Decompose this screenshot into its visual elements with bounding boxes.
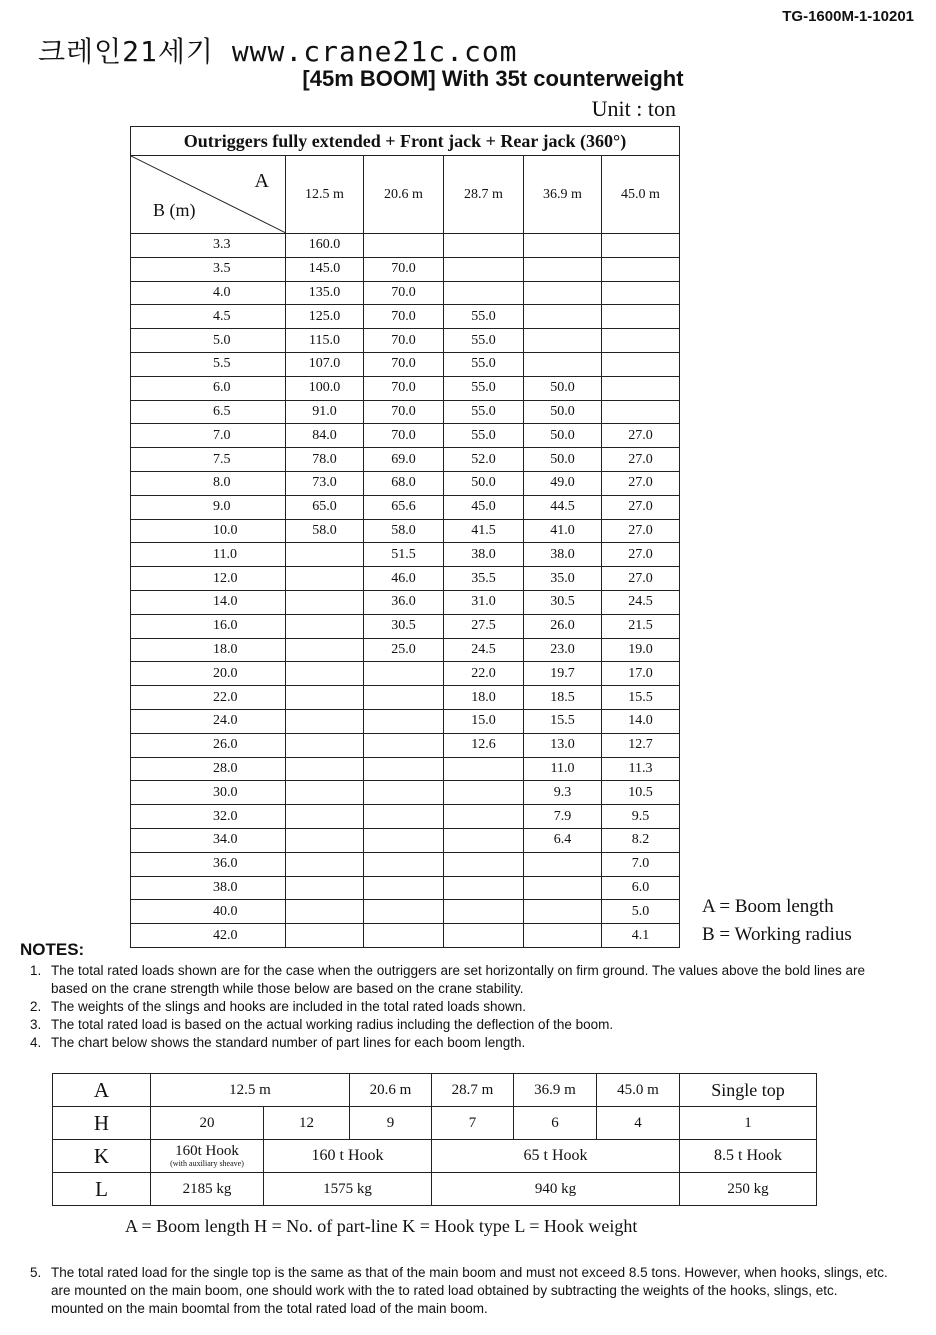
parts-cell: 940 kg	[432, 1173, 680, 1206]
rated-load-cell: 27.0	[602, 519, 680, 543]
working-radius-cell: 20.0	[131, 662, 286, 686]
corner-label-b: B (m)	[153, 200, 196, 220]
rated-load-cell: 41.5	[444, 519, 524, 543]
rated-load-cell: 27.0	[602, 495, 680, 519]
rated-load-cell	[444, 257, 524, 281]
parts-cell-hook-160-aux	[151, 1140, 264, 1173]
rated-load-cell: 55.0	[444, 305, 524, 329]
working-radius-cell: 26.0	[131, 733, 286, 757]
load-chart-row	[131, 805, 680, 829]
rated-load-cell: 7.9	[524, 805, 602, 829]
rated-load-cell: 70.0	[364, 281, 444, 305]
rated-load-cell	[602, 400, 680, 424]
rated-load-cell	[524, 876, 602, 900]
rated-load-cell: 11.3	[602, 757, 680, 781]
corner-diagonal-line	[131, 156, 286, 233]
working-radius-cell: 34.0	[131, 828, 286, 852]
rated-load-cell: 50.0	[524, 424, 602, 448]
rated-load-cell	[286, 662, 364, 686]
rated-load-cell: 15.5	[524, 709, 602, 733]
rated-load-cell	[364, 662, 444, 686]
note-item	[30, 1264, 890, 1318]
rated-load-cell	[286, 805, 364, 829]
rated-load-cell	[444, 281, 524, 305]
rated-load-cell: 107.0	[286, 352, 364, 376]
parts-row-hook-type	[53, 1140, 817, 1173]
parts-cell: 7	[432, 1107, 514, 1140]
rated-load-cell: 9.5	[602, 805, 680, 829]
working-radius-cell: 3.5	[131, 257, 286, 281]
rated-load-cell	[286, 614, 364, 638]
load-chart-row	[131, 852, 680, 876]
parts-cell: 6	[514, 1107, 597, 1140]
rated-load-cell: 125.0	[286, 305, 364, 329]
load-chart-row	[131, 733, 680, 757]
rated-load-cell: 7.0	[602, 852, 680, 876]
working-radius-cell: 38.0	[131, 876, 286, 900]
rated-load-cell	[524, 329, 602, 353]
rated-load-cell: 4.1	[602, 924, 680, 948]
rated-load-cell: 70.0	[364, 329, 444, 353]
rated-load-cell: 78.0	[286, 448, 364, 472]
rated-load-cell: 15.0	[444, 709, 524, 733]
rated-load-cell: 11.0	[524, 757, 602, 781]
rated-load-cell: 6.4	[524, 828, 602, 852]
working-radius-cell: 18.0	[131, 638, 286, 662]
working-radius-cell: 22.0	[131, 686, 286, 710]
load-chart-row	[131, 876, 680, 900]
rated-load-cell: 41.0	[524, 519, 602, 543]
rated-load-cell	[524, 852, 602, 876]
rated-load-cell	[602, 352, 680, 376]
rated-load-cell: 69.0	[364, 448, 444, 472]
note-item	[30, 1034, 890, 1052]
working-radius-cell: 8.0	[131, 471, 286, 495]
rated-load-cell	[286, 686, 364, 710]
rated-load-cell	[602, 234, 680, 258]
hook-160-label: 160t Hook	[175, 1143, 239, 1159]
rated-load-cell: 115.0	[286, 329, 364, 353]
working-radius-cell: 6.0	[131, 376, 286, 400]
rated-load-cell: 21.5	[602, 614, 680, 638]
rated-load-cell: 22.0	[444, 662, 524, 686]
rated-load-cell: 12.6	[444, 733, 524, 757]
load-chart-row	[131, 400, 680, 424]
rated-load-cell: 26.0	[524, 614, 602, 638]
working-radius-cell: 5.5	[131, 352, 286, 376]
rated-load-cell	[444, 234, 524, 258]
parts-cell: 250 kg	[680, 1173, 817, 1206]
load-chart-row	[131, 329, 680, 353]
rated-load-cell: 65.0	[286, 495, 364, 519]
working-radius-cell: 4.5	[131, 305, 286, 329]
rated-load-cell: 135.0	[286, 281, 364, 305]
rated-load-cell: 55.0	[444, 329, 524, 353]
note-text: The chart below shows the standard number of part lines for each boom length.	[51, 1035, 526, 1050]
load-chart-row	[131, 376, 680, 400]
load-chart-row	[131, 519, 680, 543]
rated-load-cell	[286, 757, 364, 781]
legend-boom-length: A = Boom length	[702, 896, 834, 917]
rated-load-cell	[364, 900, 444, 924]
rated-load-cell: 36.0	[364, 590, 444, 614]
rated-load-cell	[444, 757, 524, 781]
rated-load-cell	[602, 257, 680, 281]
rated-load-cell: 70.0	[364, 424, 444, 448]
parts-cell: 12	[264, 1107, 350, 1140]
load-chart-row	[131, 281, 680, 305]
parts-cell: Single top	[680, 1074, 817, 1107]
load-chart-row	[131, 257, 680, 281]
parts-cell: 28.7 m	[432, 1074, 514, 1107]
rated-load-cell	[524, 924, 602, 948]
note-number: 2.	[30, 999, 42, 1014]
rated-load-cell: 27.0	[602, 448, 680, 472]
rated-load-cell: 25.0	[364, 638, 444, 662]
rated-load-cell	[524, 352, 602, 376]
working-radius-cell: 36.0	[131, 852, 286, 876]
load-chart-row	[131, 900, 680, 924]
load-chart-body	[131, 234, 680, 948]
note-item	[30, 1016, 890, 1034]
boom-length-header: 20.6 m	[364, 156, 444, 234]
rated-load-cell: 9.3	[524, 781, 602, 805]
working-radius-cell: 28.0	[131, 757, 286, 781]
load-chart-row	[131, 757, 680, 781]
parts-key-h: H	[53, 1107, 151, 1140]
rated-load-cell: 68.0	[364, 471, 444, 495]
parts-row-boom-length	[53, 1074, 817, 1107]
parts-cell: 20.6 m	[350, 1074, 432, 1107]
rated-load-cell: 50.0	[524, 400, 602, 424]
working-radius-cell: 12.0	[131, 567, 286, 591]
rated-load-cell: 31.0	[444, 590, 524, 614]
rated-load-cell: 19.7	[524, 662, 602, 686]
load-chart-row	[131, 352, 680, 376]
note-number: 3.	[30, 1017, 42, 1032]
working-radius-cell: 14.0	[131, 590, 286, 614]
rated-load-cell: 145.0	[286, 257, 364, 281]
rated-load-cell	[602, 329, 680, 353]
rated-load-cell	[444, 828, 524, 852]
working-radius-cell: 42.0	[131, 924, 286, 948]
rated-load-cell: 55.0	[444, 376, 524, 400]
rated-load-cell: 70.0	[364, 376, 444, 400]
rated-load-cell	[444, 805, 524, 829]
parts-key-a: A	[53, 1074, 151, 1107]
load-chart-row	[131, 614, 680, 638]
rated-load-cell: 50.0	[524, 448, 602, 472]
rated-load-cell	[364, 852, 444, 876]
parts-cell: 9	[350, 1107, 432, 1140]
note-text: The weights of the slings and hooks are included in the total rated loads shown.	[51, 999, 527, 1014]
rated-load-cell	[364, 733, 444, 757]
rated-load-cell	[524, 234, 602, 258]
rated-load-cell	[286, 590, 364, 614]
load-chart-row	[131, 638, 680, 662]
rated-load-cell: 45.0	[444, 495, 524, 519]
rated-load-cell: 6.0	[602, 876, 680, 900]
rated-load-cell: 84.0	[286, 424, 364, 448]
note-item	[30, 962, 890, 998]
boom-length-header: 28.7 m	[444, 156, 524, 234]
rated-load-cell: 13.0	[524, 733, 602, 757]
working-radius-cell: 30.0	[131, 781, 286, 805]
rated-load-cell: 27.0	[602, 567, 680, 591]
working-radius-cell: 6.5	[131, 400, 286, 424]
load-chart-row	[131, 471, 680, 495]
rated-load-cell	[364, 805, 444, 829]
parts-cell: 8.5 t Hook	[680, 1140, 817, 1173]
working-radius-cell: 9.0	[131, 495, 286, 519]
rated-load-cell: 18.0	[444, 686, 524, 710]
parts-legend: A = Boom length H = No. of part-line K = Hook type L = Hook weight	[125, 1216, 638, 1236]
rated-load-cell: 27.0	[602, 543, 680, 567]
rated-load-cell	[364, 781, 444, 805]
rated-load-cell	[286, 567, 364, 591]
notes-heading: NOTES:	[20, 940, 85, 959]
rated-load-cell: 58.0	[286, 519, 364, 543]
working-radius-cell: 16.0	[131, 614, 286, 638]
rated-load-cell	[602, 376, 680, 400]
parts-cell: 12.5 m	[151, 1074, 350, 1107]
rated-load-cell: 38.0	[444, 543, 524, 567]
parts-cell: 1	[680, 1107, 817, 1140]
hook-160-sublabel: (with auxiliary sheave)	[170, 1159, 244, 1168]
rated-load-cell	[286, 876, 364, 900]
load-chart-row	[131, 686, 680, 710]
rated-load-cell: 12.7	[602, 733, 680, 757]
rated-load-cell: 55.0	[444, 424, 524, 448]
working-radius-cell: 10.0	[131, 519, 286, 543]
rated-load-cell	[602, 281, 680, 305]
load-chart-row	[131, 781, 680, 805]
rated-load-cell	[286, 543, 364, 567]
working-radius-cell: 7.0	[131, 424, 286, 448]
part-lines-table	[52, 1073, 817, 1206]
rated-load-cell: 55.0	[444, 352, 524, 376]
rated-load-cell: 100.0	[286, 376, 364, 400]
rated-load-cell	[364, 828, 444, 852]
rated-load-cell: 27.0	[602, 424, 680, 448]
rated-load-cell: 55.0	[444, 400, 524, 424]
rated-load-cell: 24.5	[444, 638, 524, 662]
rated-load-cell: 30.5	[524, 590, 602, 614]
rated-load-cell	[364, 234, 444, 258]
rated-load-cell	[286, 638, 364, 662]
page-title	[0, 66, 936, 92]
rated-load-cell	[444, 781, 524, 805]
note-number: 5.	[30, 1265, 42, 1280]
parts-row-part-lines	[53, 1107, 817, 1140]
working-radius-cell: 40.0	[131, 900, 286, 924]
rated-load-cell: 10.5	[602, 781, 680, 805]
note-text: The total rated loads shown are for the case when the outriggers are set horizontally on firm ground. The values above the bold lines are based on the crane strength while those below are based on the crane stability.	[51, 963, 865, 996]
load-chart-row	[131, 495, 680, 519]
rated-load-cell: 160.0	[286, 234, 364, 258]
rated-load-cell: 24.5	[602, 590, 680, 614]
rated-load-cell	[444, 900, 524, 924]
parts-cell: 2185 kg	[151, 1173, 264, 1206]
rated-load-cell	[444, 924, 524, 948]
boom-length-header: 36.9 m	[524, 156, 602, 234]
rated-load-cell	[364, 686, 444, 710]
note-text: The total rated load is based on the actual working radius including the deflection of the boom.	[51, 1017, 614, 1032]
rated-load-cell: 15.5	[602, 686, 680, 710]
working-radius-cell: 24.0	[131, 709, 286, 733]
rated-load-cell	[286, 781, 364, 805]
boom-length-header-row	[131, 156, 680, 234]
rated-load-cell	[602, 305, 680, 329]
rated-load-cell	[286, 900, 364, 924]
rated-load-cell: 38.0	[524, 543, 602, 567]
rated-load-cell: 46.0	[364, 567, 444, 591]
parts-key-l: L	[53, 1173, 151, 1206]
rated-load-cell: 51.5	[364, 543, 444, 567]
rated-load-cell: 17.0	[602, 662, 680, 686]
load-chart-row	[131, 234, 680, 258]
rated-load-cell	[524, 281, 602, 305]
rated-load-cell: 8.2	[602, 828, 680, 852]
legend-working-radius: B = Working radius	[702, 924, 852, 945]
working-radius-cell: 4.0	[131, 281, 286, 305]
doc-code: TG-1600M-1-10201	[782, 8, 914, 25]
rated-load-cell: 5.0	[602, 900, 680, 924]
rated-load-cell	[286, 709, 364, 733]
page-title-text: [45m BOOM] With 35t counterweight	[302, 66, 684, 91]
parts-cell: 160 t Hook	[264, 1140, 432, 1173]
parts-cell: 36.9 m	[514, 1074, 597, 1107]
note-text: The total rated load for the single top is the same as that of the main boom and must not exceed 8.5 tons. However, when hooks, slings, etc. are mounted on the main boom, one should work with the to rated load obtained by subtracting the weights of the hooks, slings, etc. mounted on the main boomtal from the total rated load of the main boom.	[51, 1265, 888, 1316]
rated-load-cell	[286, 733, 364, 757]
working-radius-cell: 5.0	[131, 329, 286, 353]
rated-load-cell: 35.0	[524, 567, 602, 591]
note-number: 4.	[30, 1035, 42, 1050]
rated-load-cell: 50.0	[524, 376, 602, 400]
rated-load-cell: 70.0	[364, 352, 444, 376]
load-chart-row	[131, 709, 680, 733]
load-chart-row	[131, 662, 680, 686]
parts-row-hook-weight	[53, 1173, 817, 1206]
rated-load-cell: 70.0	[364, 400, 444, 424]
rated-load-cell: 58.0	[364, 519, 444, 543]
rated-load-cell: 50.0	[444, 471, 524, 495]
parts-key-k: K	[53, 1140, 151, 1173]
rated-load-cell	[286, 924, 364, 948]
note-number: 1.	[30, 963, 42, 978]
site-name: 크레인21세기 www.crane21c.com	[38, 35, 518, 68]
rated-load-cell: 44.5	[524, 495, 602, 519]
corner-cell	[131, 156, 286, 234]
rated-load-cell: 18.5	[524, 686, 602, 710]
unit-label: Unit : ton	[591, 96, 676, 121]
rated-load-cell	[444, 876, 524, 900]
load-chart-row	[131, 590, 680, 614]
rated-load-cell	[286, 828, 364, 852]
working-radius-cell: 7.5	[131, 448, 286, 472]
rated-load-cell	[364, 924, 444, 948]
boom-length-header: 45.0 m	[602, 156, 680, 234]
rated-load-cell: 52.0	[444, 448, 524, 472]
rated-load-cell	[524, 257, 602, 281]
rated-load-cell: 35.5	[444, 567, 524, 591]
working-radius-cell: 32.0	[131, 805, 286, 829]
rated-load-cell	[364, 709, 444, 733]
parts-cell: 45.0 m	[597, 1074, 680, 1107]
rated-load-cell: 65.6	[364, 495, 444, 519]
note-item	[30, 998, 890, 1016]
load-chart-row	[131, 543, 680, 567]
rated-load-cell	[364, 876, 444, 900]
rated-load-cell: 27.5	[444, 614, 524, 638]
load-chart-row	[131, 567, 680, 591]
rated-load-cell	[286, 852, 364, 876]
rated-load-cell	[524, 305, 602, 329]
rated-load-cell	[364, 757, 444, 781]
condition-header: Outriggers fully extended + Front jack + Rear jack (360°)	[131, 127, 680, 156]
load-chart-row	[131, 424, 680, 448]
parts-cell: 1575 kg	[264, 1173, 432, 1206]
rated-load-cell	[444, 852, 524, 876]
rated-load-cell: 70.0	[364, 257, 444, 281]
parts-cell: 20	[151, 1107, 264, 1140]
load-chart-row	[131, 448, 680, 472]
rated-load-cell: 73.0	[286, 471, 364, 495]
load-chart-table	[130, 126, 680, 948]
load-chart-row	[131, 305, 680, 329]
rated-load-cell: 49.0	[524, 471, 602, 495]
load-chart-row	[131, 828, 680, 852]
working-radius-cell: 11.0	[131, 543, 286, 567]
rated-load-cell: 19.0	[602, 638, 680, 662]
rated-load-cell: 30.5	[364, 614, 444, 638]
boom-length-header: 12.5 m	[286, 156, 364, 234]
working-radius-cell: 3.3	[131, 234, 286, 258]
parts-cell: 65 t Hook	[432, 1140, 680, 1173]
rated-load-cell: 23.0	[524, 638, 602, 662]
rated-load-cell: 70.0	[364, 305, 444, 329]
rated-load-cell	[524, 900, 602, 924]
parts-cell: 4	[597, 1107, 680, 1140]
rated-load-cell: 91.0	[286, 400, 364, 424]
corner-label-a: A	[254, 170, 269, 192]
load-chart-row	[131, 924, 680, 948]
rated-load-cell: 27.0	[602, 471, 680, 495]
rated-load-cell: 14.0	[602, 709, 680, 733]
